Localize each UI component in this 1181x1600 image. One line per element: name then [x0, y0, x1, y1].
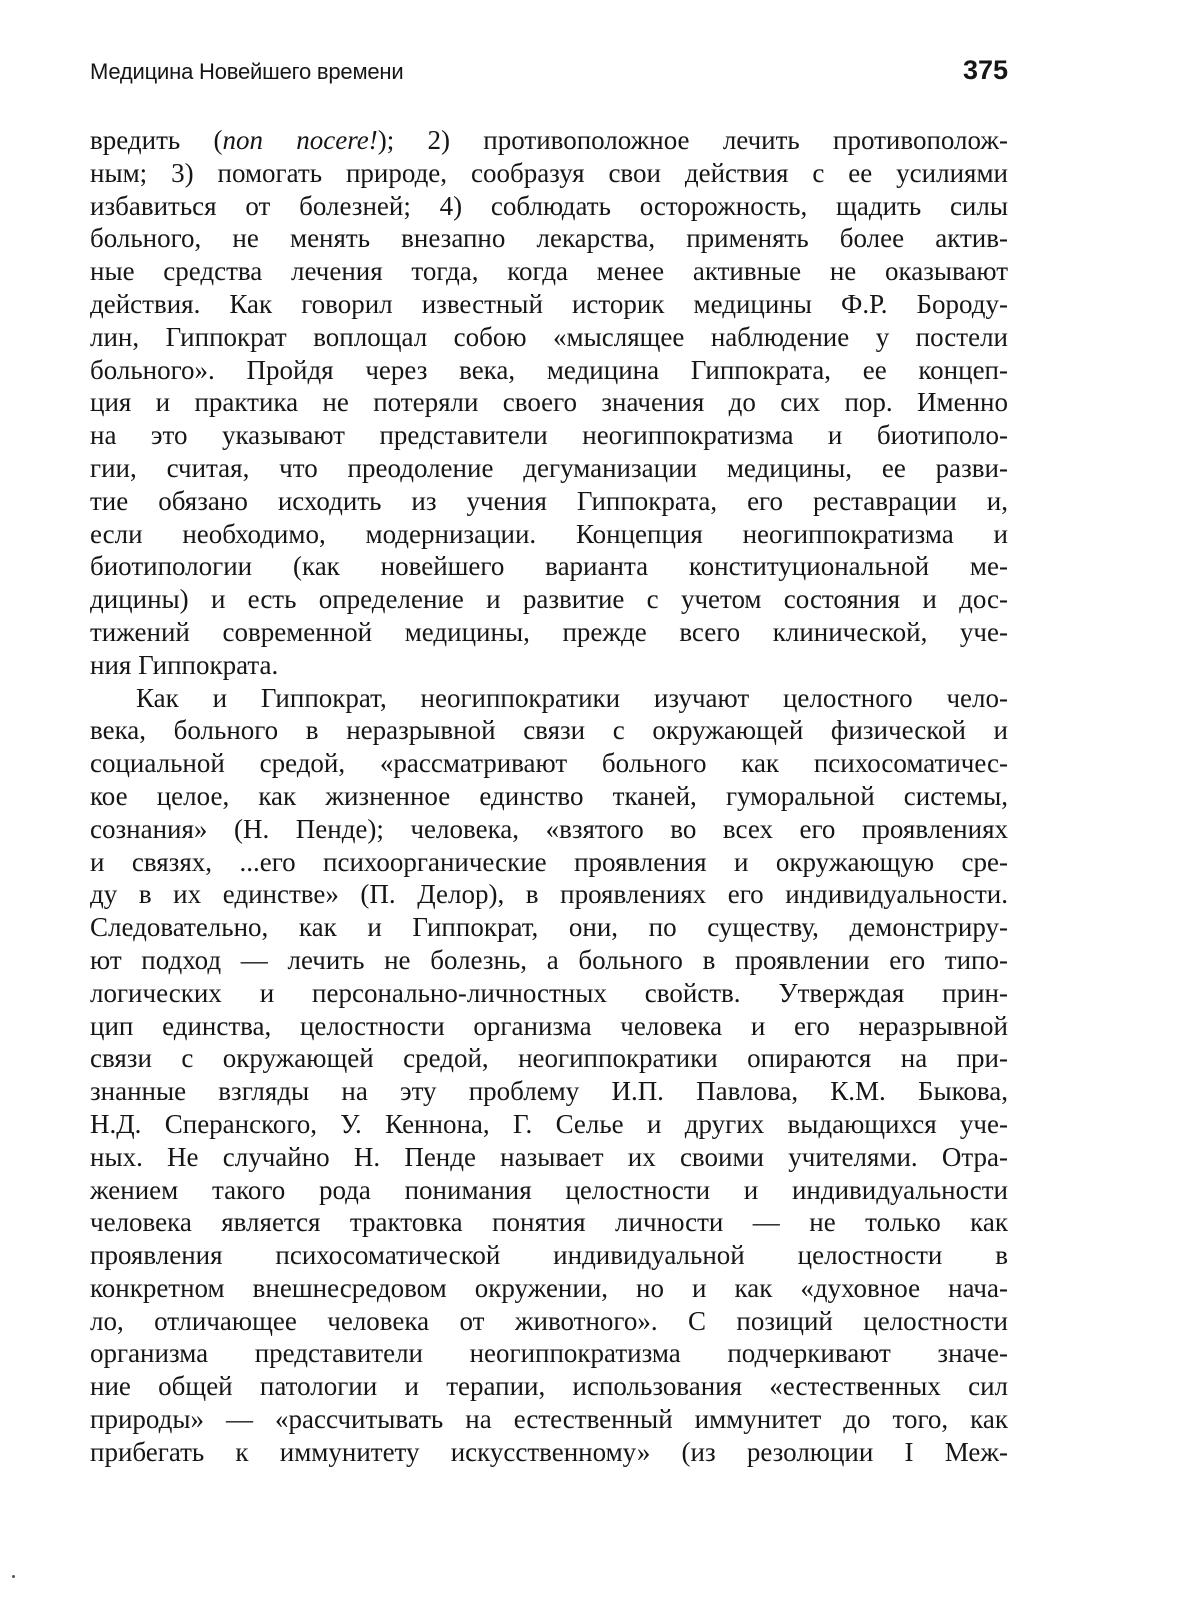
text-line-24: ду в их единстве» (П. Делор), в проявлениях его индивидуальности.	[90, 879, 1008, 910]
text-line-1-after: ); 2) противоположное лечить противополож-	[377, 125, 1008, 155]
text-line-12: тие обязано исходить из учения Гиппократа, его реставрации и,	[90, 485, 1008, 516]
text-line-25: Следовательно, как и Гиппократ, они, по существу, демонстриру-	[90, 912, 1008, 943]
text-line-9: ция и практика не потеряли своего значения до сих пор. Именно	[90, 387, 1008, 418]
text-line-8: больного». Пройдя через века, медицина Гиппократа, ее концеп-	[90, 354, 1008, 385]
text-line-14: биотипологии (как новейшего варианта конституциональной ме-	[90, 551, 1008, 582]
text-line-27: логических и персонально-личностных свойств. Утверждая прин-	[90, 977, 1008, 1008]
scan-speck	[12, 1575, 15, 1578]
text-line-28: цип единства, целостности организма человека и его неразрывной	[90, 1010, 1008, 1041]
running-header	[90, 55, 1008, 95]
text-line-18: Как и Гиппократ, неогиппократики изучают целостного чело-	[136, 682, 1008, 713]
text-line-29: связи с окружающей средой, неогиппократики опираются на при-	[90, 1043, 1008, 1074]
text-line-22: сознания» (Н. Пенде); человека, «взятого во всех его проявлениях	[90, 813, 1008, 844]
text-line-40: природы» — «рассчитывать на естественный иммунитет до того, как	[90, 1404, 1008, 1435]
text-line-36: конкретном внешнесредовом окружении, но и как «духовное нача-	[90, 1272, 1008, 1303]
text-line-4: больного, не менять внезапно лекарства, применять более актив-	[90, 223, 1008, 254]
text-line-21: кое целое, как жизненное единство тканей, гуморальной системы,	[90, 780, 1008, 811]
text-line-32: ных. Не случайно Н. Пенде называет их своими учителями. Отра-	[90, 1141, 1008, 1172]
text-line-26: ют подход — лечить не болезнь, а больного в проявлении его типо-	[90, 944, 1008, 975]
text-line-34: человека является трактовка понятия личности — не только как	[90, 1207, 1008, 1238]
text-line-19: века, больного в неразрывной связи с окружающей физической и	[90, 715, 1008, 746]
text-line-7: лин, Гиппократ воплощал собою «мыслящее наблюдение у постели	[90, 321, 1008, 352]
text-line-20: социальной средой, «рассматривают больного как психосоматичес-	[90, 748, 1008, 779]
text-line-38: организма представители неогиппократизма подчеркивают значе-	[90, 1338, 1008, 1369]
text-line-6: действия. Как говорил известный историк медицины Ф.Р. Бороду-	[90, 288, 1008, 319]
text-line-33: жением такого рода понимания целостности и индивидуальности	[90, 1174, 1008, 1205]
running-title: Медицина Новейшего времени	[90, 59, 404, 84]
text-line-23: и связях, ...его психоорганические проявления и окружающую сре-	[90, 846, 1008, 877]
text-line-2: ным; 3) помогать природе, сообразуя свои действия с ее усилиями	[90, 157, 1008, 188]
text-line-5: ные средства лечения тогда, когда менее активные не оказывают	[90, 256, 1008, 287]
latin-phrase: non nocere!	[222, 125, 378, 155]
text-line-37: ло, отличающее человека от животного». С позиций целостности	[90, 1305, 1008, 1336]
text-line-31: Н.Д. Сперанского, У. Кеннона, Г. Селье и других выдающихся уче-	[90, 1108, 1008, 1139]
text-line-1	[90, 124, 1008, 157]
text-line-13: если необходимо, модернизации. Концепция неогиппократизма и	[90, 518, 1008, 549]
text-line-15: дицины) и есть определение и развитие с учетом состояния и дос-	[90, 584, 1008, 615]
text-line-16: тижений современной медицины, прежде всего клинической, уче-	[90, 616, 1008, 647]
text-line-41: прибегать к иммунитету искусственному» (из резолюции I Меж-	[90, 1436, 1008, 1467]
body-text	[90, 124, 1008, 1469]
page-number: 375	[962, 55, 1008, 85]
text-line-35: проявления психосоматической индивидуальной целостности в	[90, 1240, 1008, 1271]
text-line-10: на это указывают представители неогиппократизма и биотиполо-	[90, 420, 1008, 451]
text-line-30: знанные взгляды на эту проблему И.П. Павлова, К.М. Быкова,	[90, 1076, 1008, 1107]
text-line-11: гии, считая, что преодоление дегуманизации медицины, ее разви-	[90, 452, 1008, 483]
text-line-17: ния Гиппократа.	[90, 649, 279, 680]
text-line-39: ние общей патологии и терапии, использования «естественных сил	[90, 1371, 1008, 1402]
text-line-3: избавиться от болезней; 4) соблюдать осторожность, щадить силы	[90, 190, 1008, 221]
text-line-1-before: вредить (	[90, 125, 223, 155]
